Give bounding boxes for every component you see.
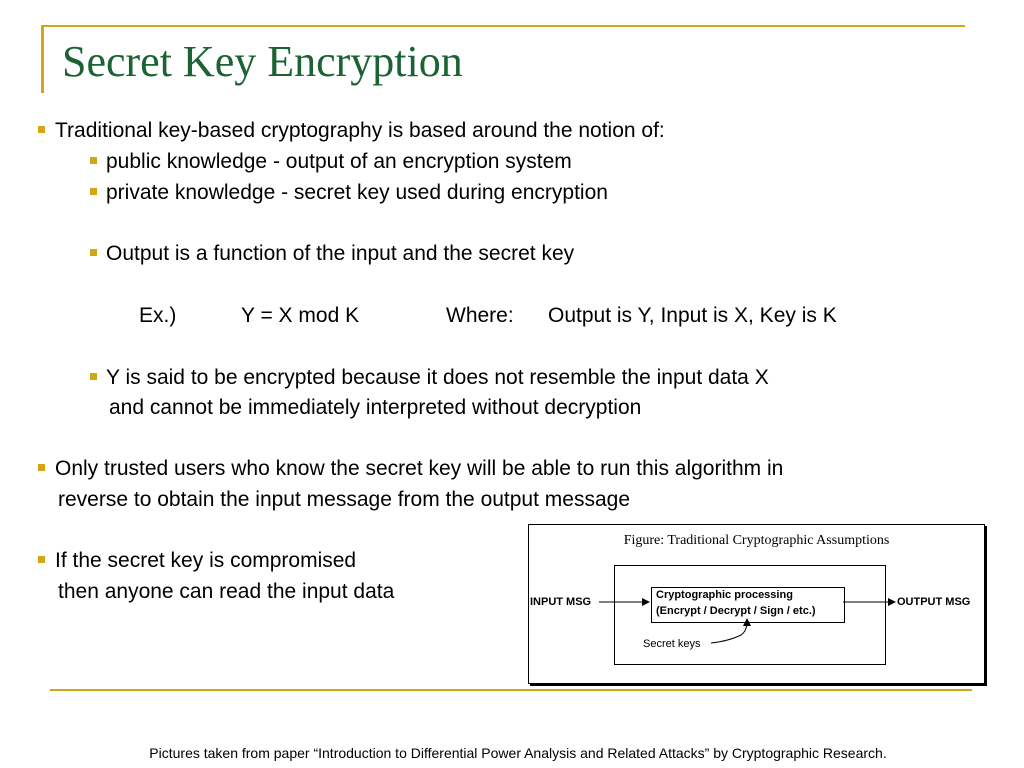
bullet-marker [38,126,45,133]
output-arrowhead [888,598,896,606]
bullet-marker [90,249,97,256]
figure-arrows [529,525,984,683]
example-row [0,303,1024,329]
processing-label-line1: Cryptographic processing [656,589,793,601]
bullet-marker [90,373,97,380]
bullet-private-knowledge: private knowledge - secret key used during encryption [106,181,608,204]
secret-keys-arrowhead [743,618,751,626]
bullet-output-function: Output is a function of the input and the secret key [106,242,575,265]
bullet-trusted-users-line2: reverse to obtain the input message from the output message [58,488,630,511]
bullet-marker [90,157,97,164]
example-description: Output is Y, Input is X, Key is K [548,304,837,327]
secret-keys-label: Secret keys [643,638,701,650]
example-label: Ex.) [139,304,177,327]
output-msg-label: OUTPUT MSG [897,596,971,608]
processing-label-line2: (Encrypt / Decrypt / Sign / etc.) [656,605,816,617]
footer-citation: Pictures taken from paper “Introduction to Differential Power Analysis and Related Attacks” by Cryptographic Research. [149,745,887,761]
example-where-label: Where: [446,304,514,327]
slide-title: Secret Key Encryption [62,37,463,86]
bullet-compromised-line1: If the secret key is compromised [55,549,357,572]
bullet-compromised-line2: then anyone can read the input data [58,580,395,603]
title-accent-horizontal-rule [41,25,965,27]
example-formula: Y = X mod K [241,304,360,327]
title-accent-vertical-rule [41,25,44,93]
input-msg-label: INPUT MSG [530,596,592,608]
bullet-y-encrypted-line2: and cannot be immediately interpreted without decryption [109,396,642,419]
figure-title: Figure: Traditional Cryptographic Assumptions [623,533,890,548]
cryptographic-assumptions-figure [528,524,985,684]
bullet-trusted-users-line1: Only trusted users who know the secret key will be able to run this algorithm in [55,457,784,480]
bullet-marker [38,464,45,471]
bullet-public-knowledge: public knowledge - output of an encryption system [106,150,572,173]
bullet-traditional: Traditional key-based cryptography is based around the notion of: [55,119,665,142]
bullet-marker [90,188,97,195]
input-arrowhead [642,598,650,606]
secret-keys-arrow-line [711,621,747,643]
bullet-marker [38,556,45,563]
bullet-y-encrypted-line1: Y is said to be encrypted because it does not resemble the input data X [106,366,769,389]
bottom-accent-rule [50,689,972,691]
